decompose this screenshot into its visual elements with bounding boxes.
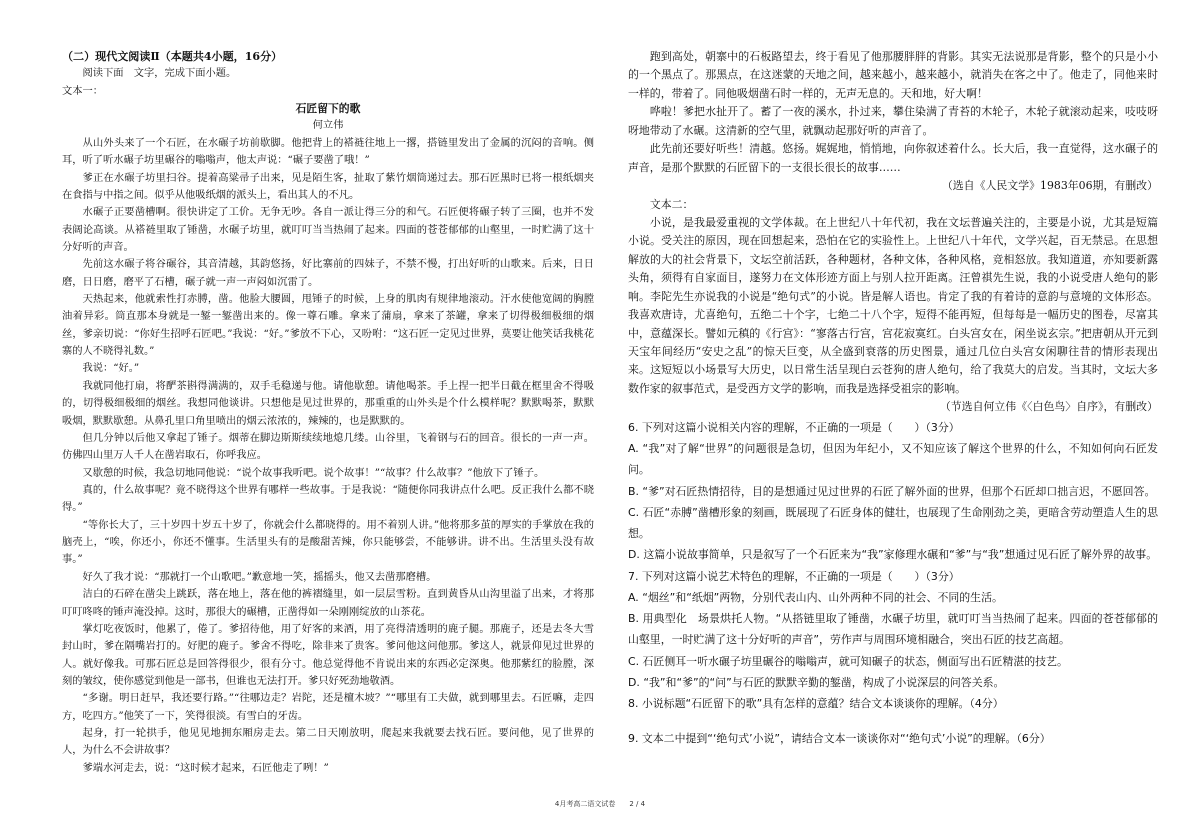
story-paragraph: 此先前还要好听些！清越。悠扬。娓娓地，悄悄地，向你叙述着什么。长大后，我一直觉得，这水碾子的声音，是那个默默的石匠留下的一支很长很长的故事…… [628, 142, 1158, 174]
story-paragraph: 我就同他打扇，将酽茶斟得满满的，双手毛稳递与他。请他歇憩。请他喝茶。手上捏一把半日截在框里舍不得吸的，切得极细极细的烟丝。我想同他谈讲。只想他是见过世界的，那重重的山外头是个什么模样呢？默默喝茶，默默吸烟，默默歇憩。从鼻孔里口角里喷出的烟云浓浓的，辣辣的，也是默默的。 [62, 379, 594, 427]
story-paragraph: 真的，什么故事呢？竟不晓得这个世界有哪样一些故事。于是我说：“随便你同我讲点什么吧。反正我什么都不晓得。” [62, 483, 594, 514]
instruction: 阅读下面 文字，完成下面小题。 [82, 67, 237, 80]
right-column [628, 48, 1158, 750]
author: 何立伟 [312, 119, 344, 132]
source-citation: （选自《人民文学》1983年06期，有删改） [941, 179, 1158, 193]
story-paragraph: 爹端水河走去，说：“这时候才起来，石匠他走了咧！” [82, 761, 329, 774]
story-paragraph: 水碾子正要凿槽啊。很快讲定了工价。无争无吵。各自一派让得三分的和气。石匠便将碾子转了三圈，也并不发表阔论高谈。从褡裢里取了锤凿，水碾子坊里，就叮叮当当热闹了起来。四面的苍苍郁郁的山壑里，一时贮满了这十分好听的声音。 [62, 206, 594, 253]
story-paragraph: 又歇憩的时候，我急切地同他说：“说个故事我听吧。说个故事！”“故事？什么故事？”他放下了锤子。 [82, 466, 545, 479]
story-paragraph: 跑到高处，朝寨中的石板路望去，终于看见了他那腰胖胖的背影。其实无法说那是背影，整个的只是小小的一个黑点了。那黑点，在这迷蒙的天地之间，越来越小，越来越小，就消失在客之中了。他走了，同他来时一样的，带着了。同他吸烟凿石时一样的，无声无息的。天和地，好大啊！ [628, 50, 1158, 100]
question-6: 6. 下列对这篇小说相关内容的理解，不正确的一项是（ ）（3分） [628, 420, 960, 434]
story-paragraph: 天热起来，他就索性打赤膊，凿。他脸大腰圆，甩锤子的时候，上身的肌肉有规律地滚动。汗水使他宽阔的胸膛油着异彩。筒直那本身就是一錾一錾凿出来的。像一尊石雕。拿来了蒲扇，拿来了茶罐，拿来了切得极细极细的烟丝，爹亲切说：“你好生招呼石匠吧。”我说：“好。”爹放不下心，又吩咐：“这石匠一定见过世界，莫要让他笑话我桃花寨的人不晓得礼数。” [62, 293, 594, 358]
option-6a: A. “我”对了解“世界”的问题很是急切，但因为年纪小，又不知应该了解这个世界的什么，不知如何向石匠发问。 [628, 442, 1158, 477]
page-footer: 4月考高二语文试卷 2 / 4 [554, 800, 646, 808]
question-9: 9. 文本二中提到“‘绝句式’小说”，请结合文本一谈谈你对“‘绝句式’小说”的理解。（6分） [628, 732, 1051, 746]
story-paragraph: “等你长大了，三十岁四十岁五十岁了，你就会什么都晓得的。用不着别人讲。”他将那多茧的厚实的手掌放在我的脑壳上，“唉，你还小，你还不懂事。生活里头有的是酸甜苦辣，你只能够尝，不能够讲。讲不出。生活里头没有故事。” [62, 518, 594, 566]
story-title: 石匠留下的歌 [295, 102, 361, 116]
option-7b: B. 用典型化 场景烘托人物。“从搭链里取了锤凿，水碾子坊里，就叮叮当当热闹了起来。四面的苍苍郁郁的山壑里，一时贮满了这十分好听的声音”，劳作声与周围环境相融合，突出石匠的技艺高超。 [628, 612, 1158, 647]
option-7d: D. “我”和“爹”的“问”与石匠的默默辛勤的錾凿，构成了小说深层的问答关系。 [628, 675, 1005, 689]
story-paragraph: 先前这水碾子将谷碾谷，其音清越，其韵悠扬，好比寨前的四妹子，不禁不慢，打出好听的山歌来。后来，日日磨，日日磨，磨平了石槽，碾子就一声一声闷如沉雷了。 [62, 258, 594, 288]
story-paragraph: 哗啦！爹把水扯开了。蓄了一夜的溪水，扑过来，攀住染满了青苔的木轮子，木轮子就滚动起来，吱吱呀呀地带动了水碾。这清新的空气里，就飘动起那好听的声音了。 [628, 105, 1158, 137]
essay-paragraph: 小说，是我最爱重视的文学体裁。在上世纪八十年代初，我在文坛普遍关注的，主要是小说，尤其是短篇小说。受关注的原因，现在回想起来，恐怕在它的实验性上。上世纪八十年代，文学兴起，百无禁忌。在思想解放的大的社会背景下，文坛空前活跃，各种题材，各种文体，各种风格，竞相怒放。我知道道，亦知要新露头角，须得有自家面目，遂努力在文体形迹方面上与别人拉开距离。汪曾祺先生说，我的小说受唐人绝句的影响。李陀先生亦说我的小说是“绝句式”的小说。皆是解人语也。肯定了我的有着诗的意韵与意境的文体形态。我喜欢唐诗，尤喜绝句，五绝二十个字，七绝二十八个字，短得不能再短，但每每是一幅历史的图卷，尽富其中，意蕴深长。譬如元稹的《行宫》：“寥落古行宫，宫花寂寞红。白头宫女在，闲坐说玄宗。”把唐朝从开元到天宝年间经历“安史之乱”的惊天巨变，从全盛到衰落的历史图景，通过几位白头宫女闲聊往昔的情形表现出来。这短短以小场景写大历史，以日常生活呈现白云苍狗的唐人绝句，给了我莫大的启发。当其时，文坛大多数作家的叙事范式，是受西方文学的影响，而我是选择受祖宗的影响。 [628, 215, 1158, 395]
story-paragraph: 好久了我才说：“那就打一个山歌吧。”歉意地一笑，摇摇头，他又去凿那磨槽。 [82, 570, 437, 583]
option-7c: C. 石匠侧耳一听水碾子坊里碾谷的嗡嗡声，就可知碾子的状态，侧面写出石匠精湛的技艺。 [628, 654, 1068, 668]
story-paragraph: 洁白的石碎在凿尖上跳跃，落在地上，落在他的裤褶缝里，如一层层雪粉。直到黄昏从山沟里溢了出来，才将那叮叮咚咚的锤声淹没掉。这时，那很大的碾槽，正凿得如一朵刚刚绽放的山茶花。 [62, 588, 594, 618]
option-6c: C. 石匠“赤膊”凿槽形象的刻画，既展现了石匠身体的健壮，也展现了生命刚劲之美，更暗含劳动塑造人生的思想。 [628, 505, 1158, 541]
option-6b: B. “爹”对石匠热情招待，目的是想通过见过世界的石匠了解外面的世界，但那个石匠却口拙言迟，不愿回答。 [628, 484, 1156, 498]
option-6d: D. 这篇小说故事简单，只是叙写了一个石匠来为“我”家修理水碾和“爹”与“我”想通过见石匠了解外界的故事。 [628, 548, 1158, 562]
question-8: 8. 小说标题“石匠留下的歌”具有怎样的意蕴？结合文本谈谈你的理解。（4分） [628, 697, 1004, 711]
story-paragraph: 但几分钟以后他又拿起了锤子。烟蒂在脚边斯斯续续地熄几缕。山谷里，飞着钢与石的回音。很长的一声一声。仿佛四山里万人千人在凿岩取石，你呼我应。 [62, 431, 594, 462]
story-paragraph: 从山外头来了一个石匠，在水碾子坊前歇脚。他把背上的褡裢往地上一撂，搭链里发出了金属的沉闷的音响。侧耳，听了听水碾子坊里碾谷的嗡嗡声，他太声说：“碾子要凿了哦！” [62, 136, 594, 167]
story-paragraph: 我说：“好。” [82, 362, 140, 375]
option-7a: A. “烟丝”和“纸烟”两物，分别代表山内、山外两种不同的社会、不同的生活。 [628, 590, 1003, 604]
text2-label: 文本二： [649, 197, 694, 211]
story-paragraph: 掌灯吃夜饭时，他累了，倦了。爹招待他，用了好客的来酒，用了亮得清透明的鹿子腿。那鹿子，还是去冬大雪封山时，爹在隔嘴岩打的。好肥的鹿子。爹舍不得吃，除非来了贵客。爹问他这问他那。爹这人，就景仰见过世界的人。就好像我。可那石匠总是回答得很少，很有分寸。他总觉得他不肯说出来的东西必定深奥。他那紫红的脸膛，深刻的皱纹，使你感觉到他是一部书，但谁也无法打开。爹只好死劲地敬酒。 [62, 622, 594, 687]
story-paragraph: “多谢。明日赶早，我还要行路。”“往哪边走？岩陀，还是檀木坡？”“哪里有工夫做，就到哪里去。石匠嘛，走四方，吃四方。”他笑了一下，笑得很淡。有雪白的牙齿。 [62, 692, 594, 722]
left-column [62, 48, 594, 777]
story-paragraph: 爹正在水碾子坊里扫谷。提着高粱帚子出来，见是陌生客，扯取了紫竹烟筒递过去。那石匠黑时已将一根纸烟夹在食指与中指之间。似乎从他吸纸烟的派头上，看出其人的不凡。 [62, 171, 594, 201]
section-title: （二）现代文阅读Ⅱ（本题共4小题，16分） [62, 50, 283, 63]
text1-label: 文本一： [62, 84, 104, 97]
question-7: 7. 下列对这篇小说艺术特色的理解，不正确的一项是（ ）（3分） [628, 569, 960, 583]
story-paragraph: 起身，打一轮拱手，他见见地拥东厢房走去。第二日天刚放明，爬起来我就要去找石匠。要问他，见了世界的人，为什么不会讲故事？ [62, 727, 594, 757]
source-citation: （节选自何立伟《〈白色鸟〉自序》，有删改） [939, 400, 1158, 414]
